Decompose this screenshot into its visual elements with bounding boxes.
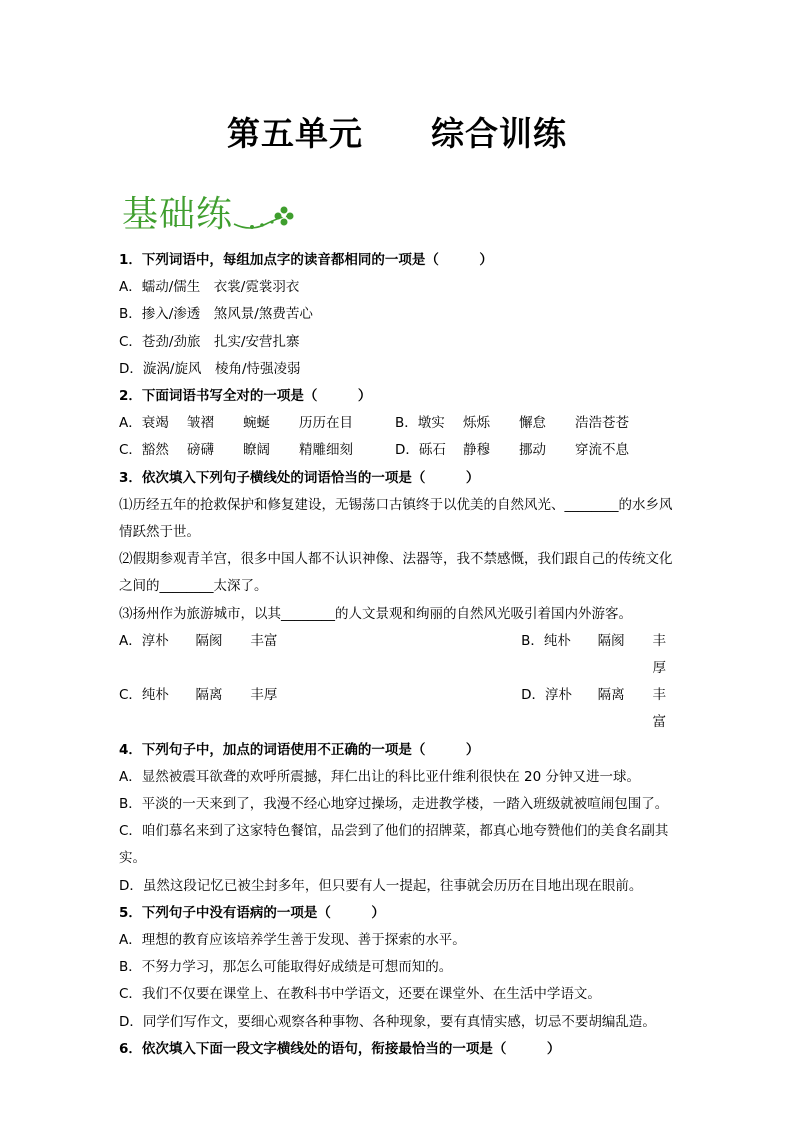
q3-sentence-3: ⑶扬州作为旅游城市，以其________的人文景观和绚丽的自然风光吸引着国内外游客。	[119, 605, 632, 622]
q3-word: 隔离	[195, 687, 223, 704]
q3-word: 隔阂	[195, 632, 223, 649]
q1-option-c: C．苍劲/劲旅 扎实/安营扎寨	[119, 333, 300, 350]
q4-option-b: B．平淡的一天来到了，我漫不经心地穿过操场，走进教学楼，一踏入班级就被喧闹包围了。	[119, 796, 669, 813]
vine-decoration-icon	[232, 202, 296, 232]
q1-option-d: D．漩涡/旋风 棱角/恃强凌弱	[119, 360, 301, 377]
q1-option-a: A．蠕动/儒生 衣裳/霓裳羽衣	[119, 279, 300, 296]
q5-option-b: B．不努力学习，那怎么可能取得好成绩是可想而知的。	[119, 959, 453, 976]
q2-word: 蜿蜒	[243, 415, 270, 432]
q3-word: 丰厚	[250, 687, 278, 704]
q2-word: D．砾石	[395, 442, 446, 459]
q2-word: 挪动	[519, 442, 546, 459]
q4-option-a: A．显然被震耳欲聋的欢呼所震撼，拜仁出让的科比亚什维利很快在 20 分钟又进一球。	[119, 768, 640, 785]
q3-word: A．淳朴	[119, 632, 169, 649]
page-title: 第五单元 综合训练	[227, 114, 567, 153]
q3-word: B．纯朴	[521, 632, 571, 649]
q4-stem: 4．下列句子中，加点的词语使用不正确的一项是（ ）	[119, 741, 480, 758]
q3-word: 隔阂	[597, 632, 625, 649]
q2-word: 浩浩苍苍	[575, 415, 629, 432]
q2-word: 静穆	[463, 442, 490, 459]
q2-stem: 2．下面词语书写全对的一项是（ ）	[119, 388, 372, 405]
q3-word: 隔离	[597, 687, 625, 704]
q2-word: 历历在目	[299, 415, 353, 432]
q3-word: 丰厚	[652, 632, 667, 677]
q3-word: 丰富	[652, 687, 667, 731]
exercise-content	[119, 247, 679, 1063]
q5-option-a: A．理想的教育应该培养学生善于发现、善于探索的水平。	[119, 932, 466, 949]
q2-options-row-1	[119, 410, 679, 437]
q4-option-d: D．虽然这段记忆已被尘封多年，但只要有人一提起，往事就会历历在目地出现在眼前。	[119, 877, 643, 894]
q3-word: C．纯朴	[119, 687, 169, 704]
q2-word: A．衰竭	[119, 415, 169, 432]
q3-options-row-2	[119, 682, 679, 736]
q2-options-row-2	[119, 437, 679, 464]
q2-word: 瞭阔	[243, 442, 270, 459]
q6-stem: 6．依次填入下面一段文字横线处的语句，衔接最恰当的一项是（ ）	[119, 1040, 561, 1057]
q4-option-c: C．咱们慕名来到了这家特色餐馆，品尝到了他们的招牌菜，都真心地夸赞他们的美食名副其实。	[119, 823, 669, 867]
q5-stem: 5．下列句子中没有语病的一项是（ ）	[119, 904, 385, 921]
q3-options-row-1	[119, 628, 679, 682]
q3-sentence-1: ⑴历经五年的抢救保护和修复建设，无锡荡口古镇终于以优美的自然风光、________的水乡风情跃然于世。	[119, 496, 673, 541]
q2-word: B．墩实	[395, 415, 445, 432]
q3-stem: 3．依次填入下列句子横线处的词语恰当的一项是（ ）	[119, 469, 480, 486]
q3-word: D．淳朴	[521, 687, 573, 704]
q2-word: 烁烁	[463, 415, 490, 432]
q2-word: C．豁然	[119, 442, 169, 459]
q5-option-d: D．同学们写作文，要细心观察各种事物、各种现象，要有真情实感，切忌不要胡编乱造。	[119, 1013, 656, 1030]
q1-option-b: B．掺入/渗透 煞风景/煞费苦心	[119, 306, 313, 323]
q2-word: 穿流不息	[575, 442, 629, 459]
q5-option-c: C．我们不仅要在课堂上、在教科书中学语文，还要在课堂外、在生活中学语文。	[119, 986, 601, 1003]
q2-word: 精雕细刻	[299, 442, 353, 459]
q2-word: 懈怠	[519, 415, 546, 432]
q3-sentence-2: ⑵假期参观青羊宫，很多中国人都不认识神像、法器等，我不禁感慨，我们跟自己的传统文化之间的________太深了。	[119, 551, 673, 595]
q1-stem: 1．下列词语中，每组加点字的读音都相同的一项是（ ）	[119, 252, 493, 268]
q2-word: 磅礴	[187, 442, 214, 459]
q3-word: 丰富	[250, 632, 278, 649]
section-badge	[122, 186, 302, 236]
section-title: 基础练	[122, 194, 234, 235]
q2-word: 皱褶	[187, 415, 214, 432]
